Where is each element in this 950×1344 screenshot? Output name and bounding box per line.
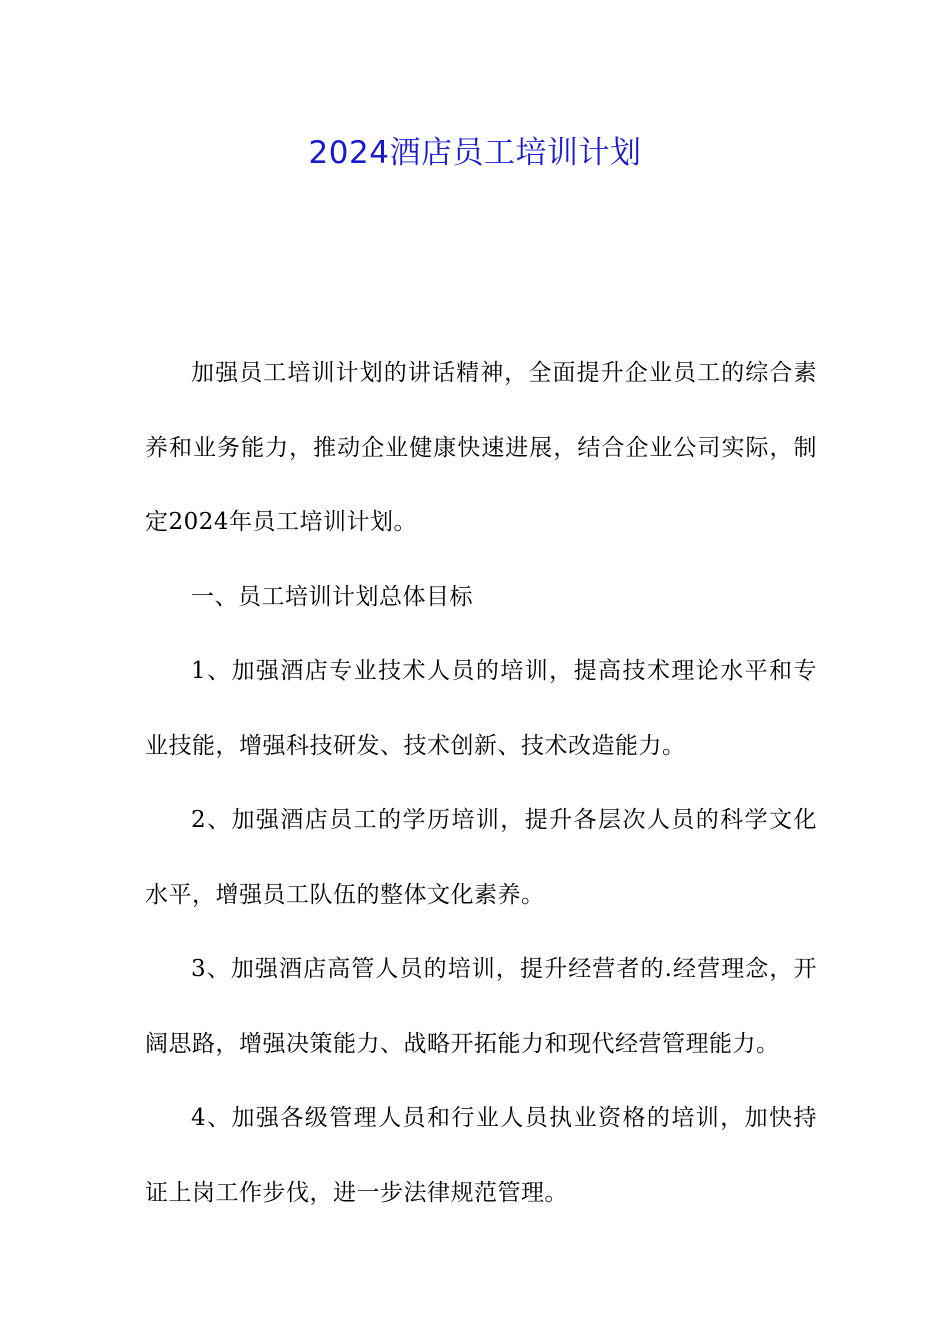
section-heading: 一、员工培训计划总体目标 (191, 583, 473, 610)
goal-item-4: 4、加强各级管理人员和行业人员执业资格的培训，加快持证上岗工作步伐，进一步法律规范管理。 (145, 1105, 817, 1206)
goal-item-3: 3、加强酒店高管人员的培训，提升经营者的.经营理念，开阔思路，增强决策能力、战略开拓能力和现代经营管理能力。 (145, 956, 817, 1057)
goal-item-1: 1、加强酒店专业技术人员的培训，提高技术理论水平和专业技能，增强科技研发、技术创新、技术改造能力。 (145, 658, 817, 759)
document-title: 2024酒店员工培训计划 (308, 135, 642, 171)
intro-paragraph: 加强员工培训计划的讲话精神，全面提升企业员工的综合素养和业务能力，推动企业健康快速进展，结合企业公司实际，制定2024年员工培训计划。 (145, 360, 817, 535)
goal-item-2: 2、加强酒店员工的学历培训，提升各层次人员的科学文化水平，增强员工队伍的整体文化素养。 (145, 807, 817, 908)
document-body (145, 336, 817, 1230)
